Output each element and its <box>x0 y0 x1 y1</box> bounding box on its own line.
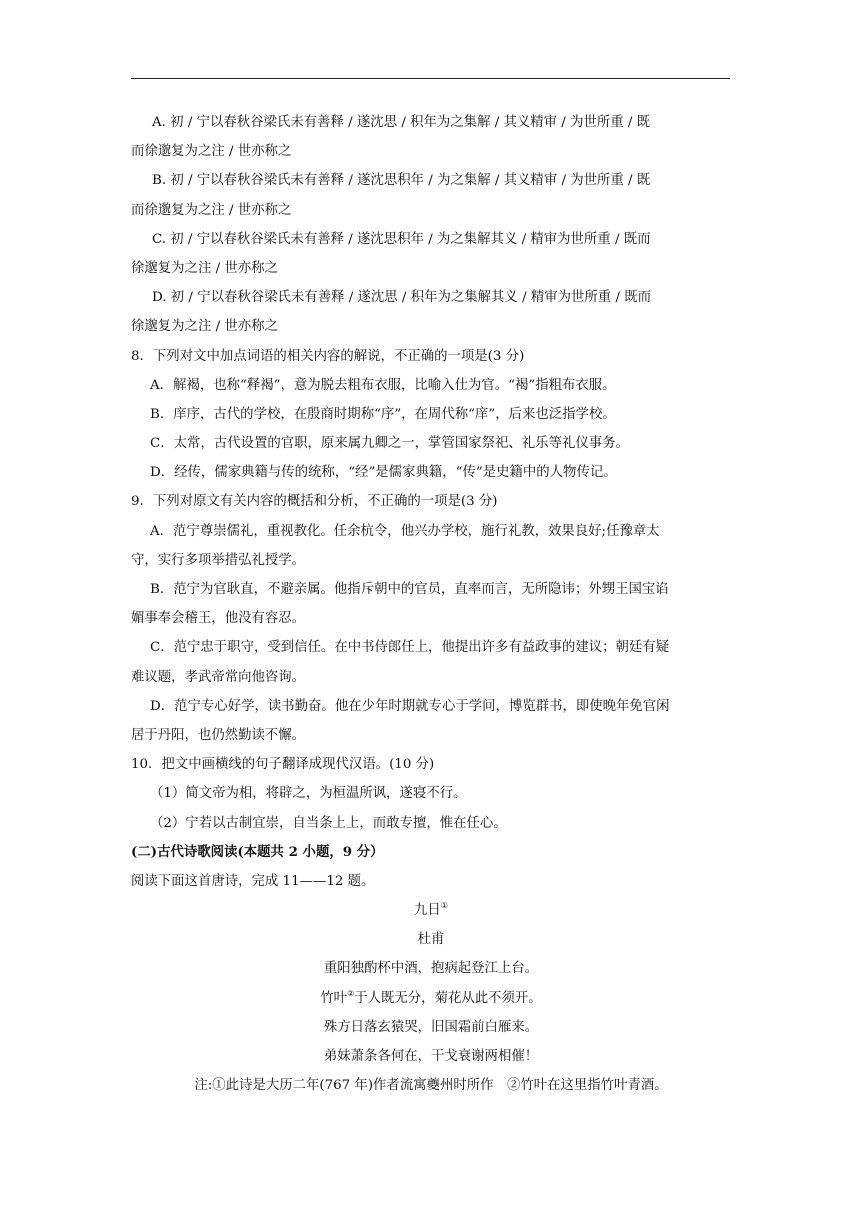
question-9-option-a-line-1: A．范宁尊崇儒礼，重视教化。任余杭令，他兴办学校，施行礼教，效果良好;任豫章太 <box>150 523 660 539</box>
question-10-stem: 10．把文中画横线的句子翻译成现代汉语。(10 分) <box>131 757 435 773</box>
poem-title-text: 九日 <box>414 903 441 919</box>
poem-note: 注:①此诗是大历二年(767 年)作者流寓夔州时所作 ②竹叶在这里指竹叶青酒。 <box>194 1078 668 1094</box>
option-c-line-1: C. 初 / 宁以春秋谷梁氏未有善释 / 遂沈思积年 / 为之集解其义 / 精审为世所重 / 既而 <box>152 231 651 247</box>
option-c-line-2: 徐邈复为之注 / 世亦称之 <box>131 260 278 276</box>
poem-line-1: 重阳独酌杯中酒，抱病起登江上台。 <box>323 961 539 977</box>
question-9-option-b-line-1: B．范宁为官耿直，不避亲属。他指斥朝中的官员，直率而言，无所隐讳；外甥王国宝谄 <box>150 582 669 597</box>
option-b-line-2: 而徐邈复为之注 / 世亦称之 <box>131 202 292 218</box>
question-8 <box>131 342 731 488</box>
question-9-option-c-line-1: C．范宁忠于职守，受到信任。在中书侍郎任上，他提出许多有益政事的建议；朝廷有疑 <box>150 640 670 656</box>
question-7-options <box>131 108 731 342</box>
poem-line-2 <box>131 984 731 1013</box>
poem-line-2-end: 于人既无分，菊花从此不须开。 <box>354 990 542 1006</box>
question-8-option-d: D．经传，儒家典籍与传的统称，“经”是儒家典籍，“传”是史籍中的人物传记。 <box>150 465 617 481</box>
question-9-option-b-line-2: 媚事奉会稽王，他没有容忍。 <box>131 611 306 627</box>
question-8-option-c: C．太常，古代设置的官职，原来属九卿之一，掌管国家祭祀、礼乐等礼仪事务。 <box>150 436 629 452</box>
poem-line-2-start: 竹叶 <box>320 990 348 1006</box>
header-rule <box>131 78 730 79</box>
poem-title <box>131 896 731 925</box>
question-10 <box>131 750 731 838</box>
question-8-stem: 8．下列对文中加点词语的相关内容的解说，不正确的一项是(3 分) <box>131 348 525 364</box>
question-9-stem: 9．下列对原文有关内容的概括和分析，不正确的一项是(3 分) <box>131 494 498 510</box>
poem-line-4: 弟妹萧条各何在，干戈衰谢两相催！ <box>323 1049 539 1064</box>
question-9-option-c-line-2: 难议题，孝武帝常向他咨询。 <box>131 669 306 685</box>
section-2-heading: (二)古代诗歌阅读(本题共 2 小题，9 分） <box>131 843 384 860</box>
question-9 <box>131 487 731 750</box>
option-b-line-1: B. 初 / 宁以春秋谷梁氏未有善释 / 遂沈思积年 / 为之集解 / 其义精审 / 为世所重 / 既 <box>152 173 651 189</box>
question-9-option-d-line-2: 居于丹阳，也仍然勤读不懈。 <box>131 727 306 743</box>
poem-line-2-footnote-mark: ② <box>347 988 355 998</box>
section-2-intro: 阅读下面这首唐诗，完成 11——12 题。 <box>131 873 375 889</box>
section-2 <box>131 838 731 896</box>
poem-title-footnote-mark: ① <box>440 901 448 911</box>
page-content <box>131 108 731 1100</box>
option-a-line-1: A. 初 / 宁以春秋谷梁氏未有善释 / 遂沈思 / 积年为之集解 / 其义精审 / 为世所重 / 既 <box>152 115 651 130</box>
question-9-option-d-line-1: D．范宁专心好学，读书勤奋。他在少年时期就专心于学问，博览群书，即使晚年免官闲 <box>150 698 670 714</box>
question-8-option-a: A．解褐，也称“释褐”，意为脱去粗布衣服，比喻入仕为官。“褐”指粗布衣服。 <box>150 377 616 393</box>
question-8-option-b: B．庠序，古代的学校，在殷商时期称“序”，在周代称“庠”，后来也泛指学校。 <box>150 406 616 422</box>
option-d-line-1: D. 初 / 宁以春秋谷梁氏未有善释 / 遂沈思 / 积年为之集解其义 / 精审为世所重 / 既而 <box>152 290 652 306</box>
option-a-line-2: 而徐邈复为之注 / 世亦称之 <box>131 144 292 160</box>
question-10-item-2: （2）宁若以古制宜崇，自当条上上，而敢专擅，惟在任心。 <box>150 815 507 831</box>
poem-line-3: 殊方日落玄猿哭，旧国霜前白雁来。 <box>323 1019 539 1035</box>
poem <box>131 896 731 1100</box>
question-9-option-a-line-2: 守，实行多项举措弘礼授学。 <box>131 552 306 568</box>
question-10-item-1: （1）简文帝为相，将辟之，为桓温所讽，遂寝不行。 <box>150 786 467 802</box>
option-d-line-2: 徐邈复为之注 / 世亦称之 <box>131 319 278 335</box>
poem-author: 杜甫 <box>417 932 445 948</box>
